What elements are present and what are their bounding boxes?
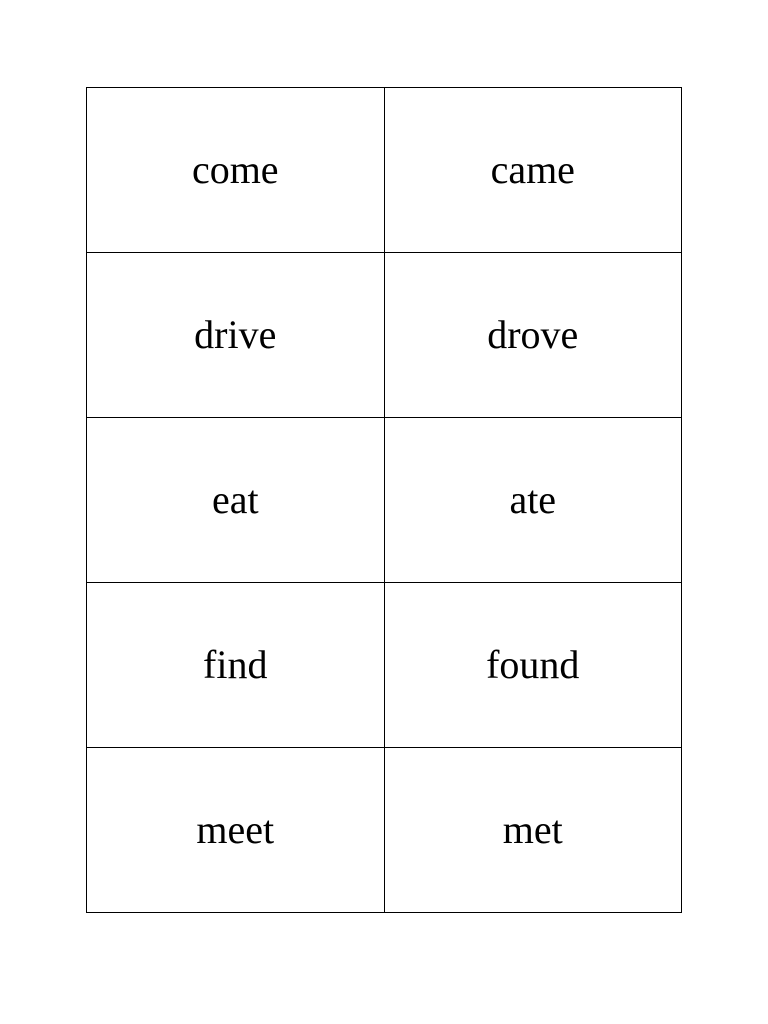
word-card-past: met xyxy=(384,748,682,913)
table-row xyxy=(87,418,682,583)
table-row xyxy=(87,88,682,253)
word-card-base: eat xyxy=(87,418,385,583)
word-card-past: ate xyxy=(384,418,682,583)
word-card-base: meet xyxy=(87,748,385,913)
word-card-past: came xyxy=(384,88,682,253)
word-card-rows xyxy=(87,88,682,913)
word-card-past: drove xyxy=(384,253,682,418)
word-card-base: come xyxy=(87,88,385,253)
word-card-base: find xyxy=(87,583,385,748)
word-card-table xyxy=(86,87,682,913)
table-row xyxy=(87,583,682,748)
word-card-past: found xyxy=(384,583,682,748)
word-card-base: drive xyxy=(87,253,385,418)
table-row xyxy=(87,748,682,913)
table-row xyxy=(87,253,682,418)
